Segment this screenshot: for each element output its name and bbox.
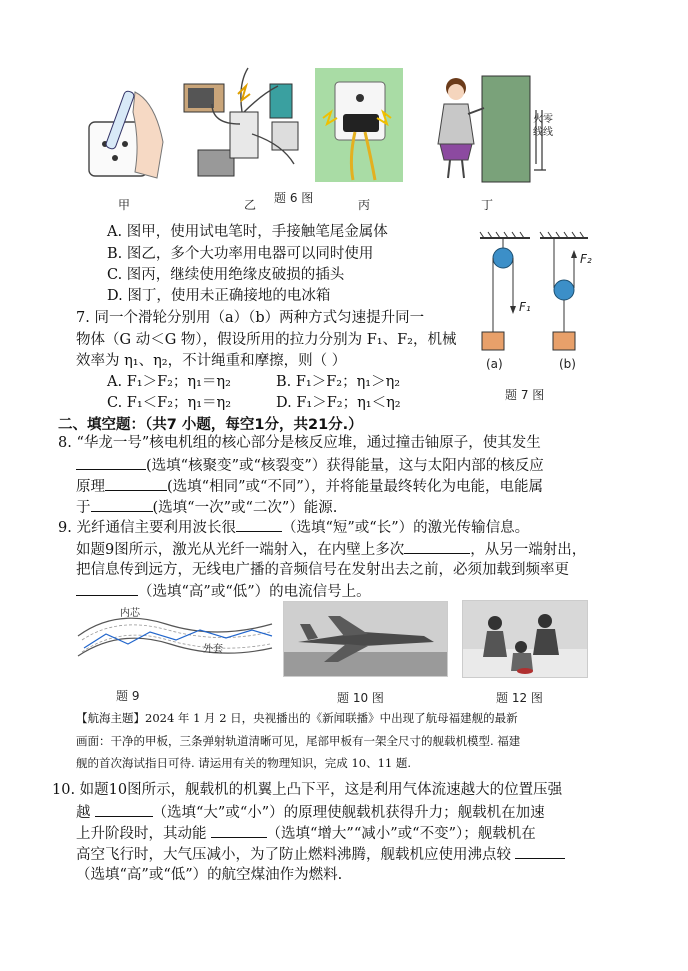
fig6-jia-image [85,82,167,182]
q10-blank-1[interactable] [95,802,153,817]
q7-stem-line2: 物体（G 动＜G 物），假设所用的拉力分别为 F₁、F₂，机械 [76,332,457,348]
q8-line2: (选填“核聚变”或“核裂变”）获得能量，这与太阳内部的核反应 [76,455,544,476]
q7-option-d: D. F₁＞F₂；η₁＜η₂ [276,395,401,411]
section-title: 二、填空题：（共7 小题，每空1分，共21分.） [58,417,363,433]
q8-line4: 于 (选填“一次”或“二次”）能源. [76,497,337,518]
fig7-label-b: (b) [559,357,576,371]
fig6-yi-image [182,64,310,182]
q6-option-d: D. 图丁，使用未正确接地的电冰箱 [107,288,331,304]
fig6-label-jia: 甲 [118,198,131,212]
q10-blank-2[interactable] [211,823,267,838]
q10-line3: 上升阶段时，其动能 （选填“增大”“减小”或“不变”）；舰载机在 [76,823,536,844]
fig6-bing-image [315,68,403,182]
fig10-jet-photo [283,601,448,677]
fig6-label-yi: 乙 [244,198,257,212]
fig6-label-ding: 丁 [481,198,494,212]
q8-line1: 8. “华龙一号”核电机组的核心部分是核反应堆，通过撞击铀原子，使其发生 [58,435,541,451]
fig7-pulley-diagram [470,228,600,354]
fig9-caption: 题 9 [116,689,140,703]
fig7-caption: 题 7 图 [505,388,545,402]
q10-line2: 越 （选填“大”或“小”）的原理使舰载机获得升力；舰载机在加速 [76,802,545,823]
q7-stem-line1: 7. 同一个滑轮分别用（a）（b）两种方式匀速提升同一 [76,310,425,326]
theme-note-line1: 【航海主题】2024 年 1 月 2 日，央视播出的《新闻联播》中出现了航母福建舰的最新 [76,711,518,725]
q7-option-c: C. F₁＜F₂；η₁＝η₂ [107,395,232,411]
fig9-label-outer-sheath: 外套 [203,644,223,655]
q9-blank-3[interactable] [76,581,138,596]
q9-line2: 如题9图所示，激光从光纤一端射入，在内壁上多次 ，从另一端射出， [76,539,586,560]
q10-line5: （选填“高”或“低”）的航空煤油作为燃料. [76,867,343,883]
fig7-label-f2: F₂ [580,252,592,266]
fig6-caption: 题 6 图 [274,191,314,205]
q7-stem-line3: 效率为 η₁、η₂，不计绳重和摩擦，则（ ） [76,353,347,369]
q6-option-b: B. 图乙，多个大功率用电器可以同时使用 [107,246,374,262]
q8-blank-3[interactable] [91,497,153,512]
q9-line4: （选填“高”或“低”）的电流信号上。 [76,581,371,602]
q6-option-c: C. 图丙，继续使用绝缘皮破损的插头 [107,267,345,283]
fig7-label-a: (a) [486,357,503,371]
q8-blank-2[interactable] [105,476,167,491]
q7-option-b: B. F₁＞F₂；η₁＞η₂ [276,374,401,390]
fig12-caption: 题 12 图 [496,691,543,705]
fig10-caption: 题 10 图 [337,691,384,705]
fig7-label-f1: F₁ [519,300,531,314]
q7-option-a: A. F₁＞F₂；η₁＝η₂ [107,374,231,390]
fig12-curling-photo [462,600,588,678]
q10-line1: 10. 如题10图所示，舰载机的机翼上凸下平，这是利用气体流速越大的位置压强 [52,782,563,798]
q9-line1: 9. 光纤通信主要利用波长很 （选填“短”或“长”）的激光传输信息。 [58,517,529,538]
q10-line4: 高空飞行时，大气压减小，为了防止燃料沸腾，舰载机应使用沸点较 [76,844,565,865]
q6-option-a: A. 图甲，使用试电笔时，手接触笔尾金属体 [107,224,388,240]
q8-line3: 原理 (选填“相同”或“不同”），并将能量最终转化为电能，电能属 [76,476,543,497]
fig9-fiber-diagram [76,604,276,670]
theme-note-line3: 舰的首次海试指日可待. 请运用有关的物理知识，完成 10、11 题. [76,756,412,770]
q8-blank-1[interactable] [76,455,146,470]
q9-line3: 把信息传到远方，无线电广播的音频信号在发射出去之前，必须加载到频率更 [76,562,569,578]
q10-blank-3[interactable] [515,844,565,859]
theme-note-line2: 画面：干净的甲板，三条弹射轨道清晰可见，尾部甲板有一架全尺寸的舰载机模型. 福建 [76,734,521,748]
fig6-zero-line-label: 线线 [533,127,553,138]
fig6-label-bing: 丙 [358,198,371,212]
q9-blank-1[interactable] [236,517,282,532]
fig6-fire-line-label: 火零 [533,114,553,125]
fig9-label-inner-core: 内芯 [120,608,140,619]
q9-blank-2[interactable] [404,539,470,554]
